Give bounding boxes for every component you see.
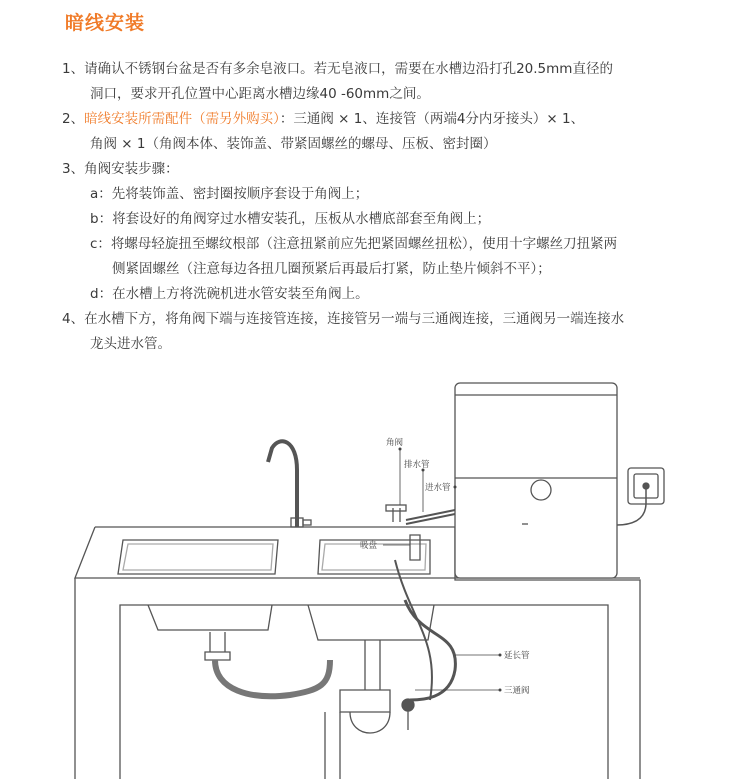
step-3-a: a：先将装饰盖、密封圈按顺序套设于角阀上； (90, 186, 369, 202)
step-1-line-1: 1、请确认不锈钢台盆是否有多余皂液口。若无皂液口，需要在水槽边沿打孔20.5mm直径的 (62, 61, 613, 77)
faucet (268, 441, 297, 527)
step-4-line-2: 龙头进水管。 (90, 336, 171, 352)
suction-cup (410, 535, 420, 560)
step-1-line-2: 洞口，要求开孔位置中心距离水槽边缘40 -60mm之间。 (90, 86, 430, 102)
label-drain-pipe: 排水管 (404, 460, 430, 470)
left-sink (118, 540, 278, 574)
step-3-c-line-2: 侧紧固螺丝（注意每边各扭几圈预紧后再最后打紧，防止垫片倾斜不平）； (112, 261, 551, 277)
angle-valve-body (393, 508, 400, 522)
step-3-line-1: 3、角阀安装步骤： (62, 161, 179, 177)
page-title: 暗线安装 (65, 12, 146, 34)
left-bowl (148, 605, 272, 630)
step-3-c-line-1: c：将螺母轻旋扭至螺纹根部（注意扭紧前应先把紧固螺丝扭松），使用十字螺丝刀扭紧两 (90, 236, 618, 252)
dishwasher (455, 383, 617, 578)
step-3-b: b：将套设好的角阀穿过水槽安装孔，压板从水槽底部套至角阀上； (90, 211, 491, 227)
label-inlet-pipe: 进水管 (425, 483, 451, 493)
cabinet-opening (120, 605, 608, 779)
step-2-prefix: 2、 (62, 111, 85, 127)
tee-valve (402, 699, 414, 711)
step-3-d: d：在水槽上方将洗碗机进水管安装至角阀上。 (90, 286, 369, 302)
step-2-line-2: 角阀 × 1（角阀本体、装饰盖、带紧固螺丝的螺母、压板、密封圈） (90, 136, 497, 152)
step-4-line-1: 4、在水槽下方，将角阀下端与连接管连接，连接管另一端与三通阀连接，三通阀另一端连接水 (62, 311, 625, 327)
step-2-rest: ：三通阀 × 1、连接管（两端4分内牙接头）× 1、 (279, 111, 585, 127)
label-extension-pipe: 延长管 (504, 651, 530, 661)
label-tee-valve: 三通阀 (504, 686, 530, 696)
label-suction-cup: 吸盘 (360, 541, 378, 551)
right-bowl (308, 605, 434, 640)
left-drain (210, 632, 225, 652)
extension-pipe (405, 600, 455, 700)
label-angle-valve: 角阀 (386, 438, 404, 448)
step-2-highlight: 暗线安装所需配件（需另外购买） (84, 111, 280, 127)
right-drain (365, 640, 380, 690)
